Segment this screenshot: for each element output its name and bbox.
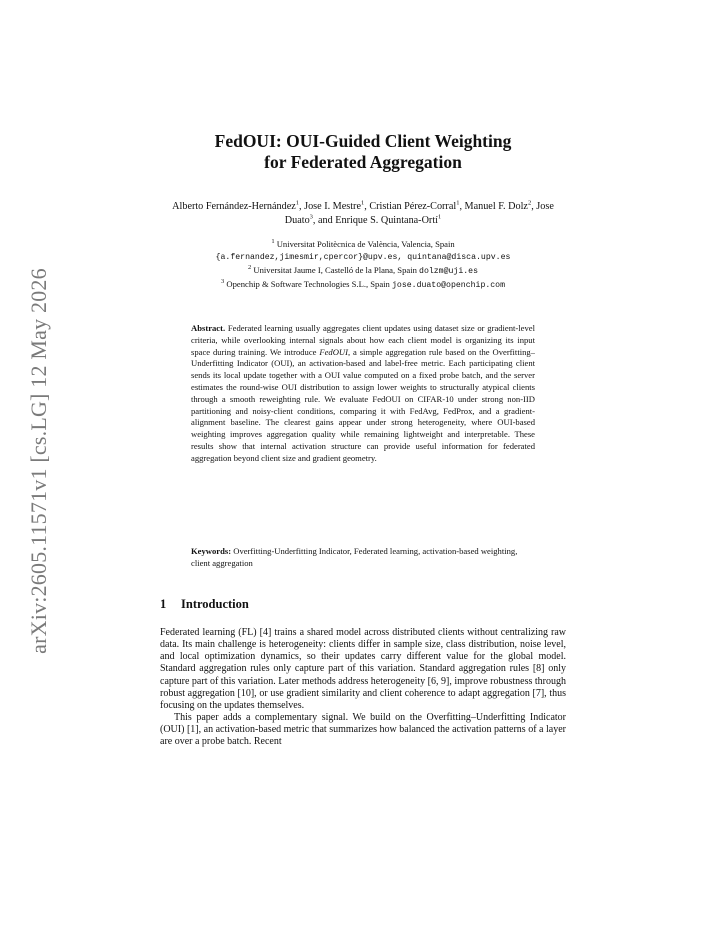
author-name: Cristian Pérez-Corral (369, 201, 457, 212)
affiliation-1 (160, 238, 566, 250)
arxiv-sidebar-stamp (22, 256, 56, 666)
author-separator: , (364, 201, 370, 212)
abstract-method-name: FedOUI (319, 346, 348, 357)
abstract (191, 323, 535, 465)
arxiv-identifier: arXiv:2605.11571v1 [cs.LG] 12 May 2026 (26, 268, 51, 654)
affil-name: Openchip & Software Technologies S.L., Spain (226, 279, 392, 289)
body-paragraph: This paper adds a complementary signal. We build on the Overfitting–Underfitting Indicator (OUI) [1], an activation-based metric that summarizes how balanced the activation patterns of a layer are over a probe batch. Recent (160, 712, 566, 748)
title-line-1: FedOUI: OUI-Guided Client Weighting (214, 131, 512, 151)
title-line-2: for Federated Aggregation (264, 152, 462, 172)
author-affil-mark: 1 (456, 199, 460, 207)
affil-emails: {a.fernandez,jimesmir,cpercor}@upv.es, quintana@disca.upv.es (215, 253, 511, 262)
author-separator: , and (312, 215, 336, 226)
keywords (191, 546, 535, 570)
affil-email: jose.duato@openchip.com (392, 281, 506, 290)
abstract-text: Federated learning usually aggregates client updates using dataset size or gradient-level criteria, while overlooking internal signals about how each client model is organizing its input space during training. We introduce (191, 323, 535, 357)
affil-mark: 2 (247, 264, 252, 272)
affiliation-1-emails (160, 250, 566, 264)
section-title: Introduction (181, 597, 249, 611)
author-affil-mark: 2 (527, 199, 532, 207)
affil-name: Universitat Politècnica de València, Valencia, Spain (276, 239, 455, 249)
author-name: Manuel F. Dolz (464, 201, 528, 212)
section-heading (160, 597, 566, 612)
author-affil-mark: 1 (295, 199, 300, 207)
author-separator: , (459, 201, 465, 212)
author-name: Alberto Fernández-Hernández (172, 201, 296, 212)
author-name: Enrique S. Quintana-Ortí (335, 215, 438, 226)
affiliation-2 (160, 264, 566, 278)
keywords-text: Overfitting-Underfitting Indicator, Federated learning, activation-based weighting, client aggregation (191, 546, 518, 568)
affil-mark: 3 (220, 278, 225, 286)
author-name: Jose I. Mestre (304, 201, 361, 212)
section-number: 1 (160, 597, 167, 611)
affil-name: Universitat Jaume I, Castelló de la Plana, Spain (253, 265, 420, 275)
author-list (160, 200, 566, 228)
author-name: Jose Duato (284, 201, 554, 226)
author-separator: , (531, 201, 537, 212)
author-separator: , (299, 201, 305, 212)
section-body (160, 627, 566, 749)
keywords-label: Keywords: (191, 546, 232, 556)
body-paragraph: Federated learning (FL) [4] trains a shared model across distributed clients without centralizing raw data. Its main challenge is heterogeneity: clients differ in sample size, class distribution, noise level, and local optimization dynamics, so their updates carry different value for the global model. Standard aggregation rules only capture part of this variation. Standard aggregation rules [8] only capture part of this variation. Later methods address heterogeneity [6, 9], improve robustness through robust aggregation [10], or use gradient similarity and client coherence to adapt aggregation [7], thus focusing on the updates themselves. (160, 627, 566, 711)
author-affil-mark: 1 (360, 199, 365, 207)
author-affil-mark: 3 (309, 213, 313, 221)
author-affil-mark: 1 (437, 213, 442, 221)
affil-mark: 1 (271, 238, 275, 246)
affil-email: dolzm@uji.es (419, 267, 478, 276)
affiliations (160, 238, 566, 292)
abstract-text: , a simple aggregation rule based on the Overfitting–Underfitting Indicator (OUI), an activation-based and label-free metric. Each participating client sends its local update together with a OUI value computed on a fixed probe batch, and the server estimates the round-wise OUI distribution to assign lower weights to structurally atypical clients through a smooth reweighting rule. We evaluate FedOUI on CIFAR-10 under strong non-IID partitioning and noisy-client conditions, comparing it with FedAvg, FedProx, and a gradient-alignment baseline. The clearest gains appear under strong heterogeneity, where OUI-based weighting improves aggregation quality while remaining lightweight and interpretable. These results show that internal activation structure can provide useful information for federated aggregation beyond client size and gradient geometry. (191, 346, 535, 463)
abstract-label: Abstract. (191, 323, 226, 333)
paper-title (160, 131, 566, 173)
affiliation-3 (160, 278, 566, 292)
